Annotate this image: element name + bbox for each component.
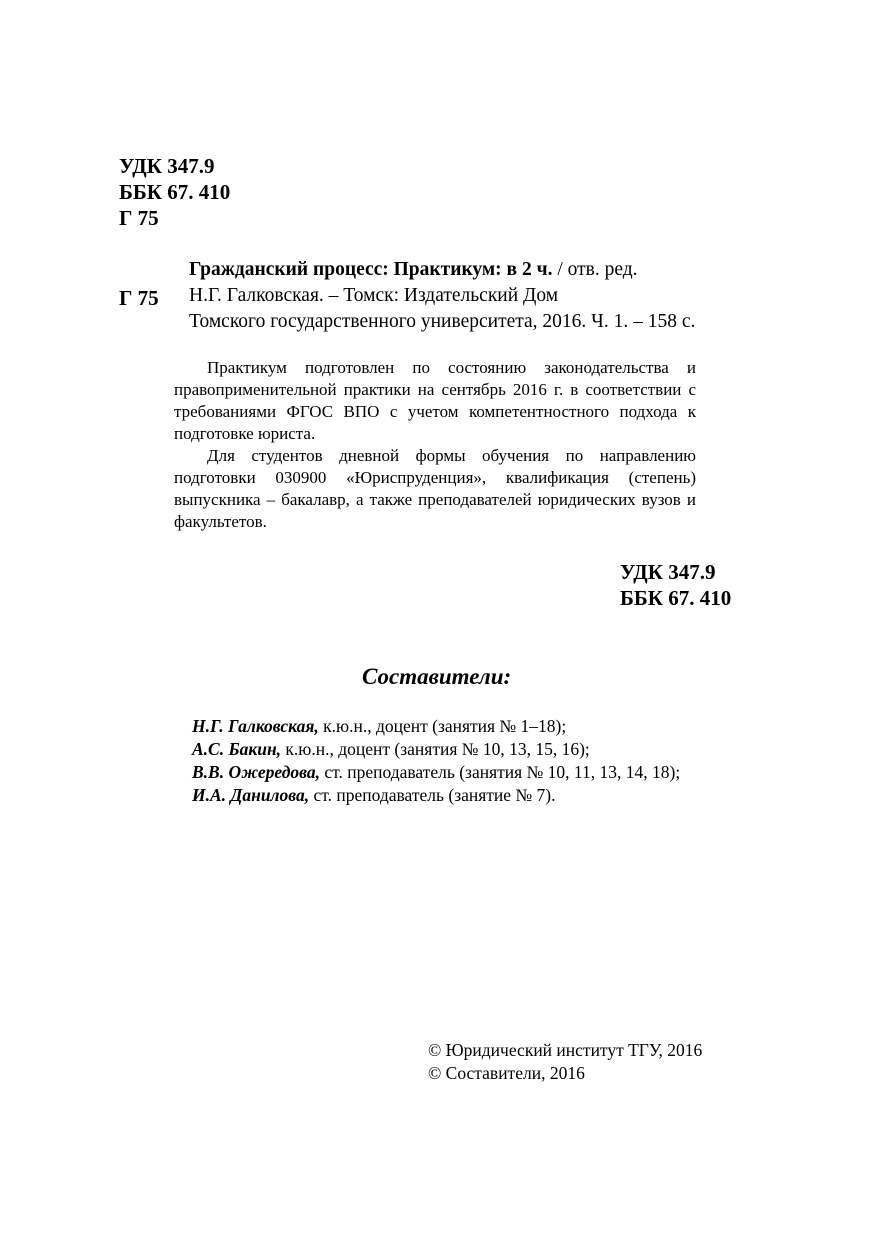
compiler-item: [192, 784, 555, 807]
bibliographic-line-1-rest: / отв. ред.: [552, 259, 638, 280]
udk-code-bottom: УДК 347.9: [620, 560, 716, 584]
compiler-item: [192, 715, 566, 738]
bbk-code-bottom: ББК 67. 410: [620, 586, 732, 610]
compiler-item: [192, 761, 680, 784]
bibliographic-line-3: Томского государственного университета, 2016. Ч. 1. – 158 с.: [189, 311, 696, 332]
compiler-name: А.С. Бакин,: [192, 739, 282, 759]
copyright-line-2: © Составители, 2016: [428, 1063, 585, 1083]
bbk-code-top: ББК 67. 410: [119, 180, 231, 204]
udk-code-top: УДК 347.9: [119, 154, 215, 178]
compiler-name: Н.Г. Галковская,: [192, 716, 319, 736]
compiler-item: [192, 738, 590, 761]
author-mark-side: Г 75: [119, 286, 159, 310]
author-mark-top: Г 75: [119, 206, 159, 230]
copyright-line-1: © Юридический институт ТГУ, 2016: [428, 1040, 703, 1060]
compiler-name: И.А. Данилова,: [192, 785, 310, 805]
compilers-heading: Составители:: [362, 664, 512, 689]
annotation: [174, 357, 696, 533]
annotation-paragraph-1: Практикум подготовлен по состоянию законодательства и правоприменительной практики на сентябрь 2016 г. в соответствии с требованиями ФГОС ВПО с учетом компетентностного подхода к подготовке юриста.: [174, 358, 696, 443]
compiler-desc: к.ю.н., доцент (занятия № 10, 13, 15, 16);: [281, 739, 590, 759]
compiler-name: В.В. Ожередова,: [192, 762, 320, 782]
book-title: Гражданский процесс: Практикум: в 2 ч.: [189, 259, 553, 280]
bibliographic-line-1: [189, 257, 638, 283]
bibliographic-line-2: Н.Г. Галковская. – Томск: Издательский Дом: [189, 285, 559, 306]
compiler-desc: к.ю.н., доцент (занятия № 1–18);: [318, 716, 567, 736]
compiler-desc: ст. преподаватель (занятия № 10, 11, 13, 14, 18);: [319, 762, 681, 782]
annotation-paragraph-2: Для студентов дневной формы обучения по направлению подготовки 030900 «Юриспруденция», квалификация (степень) выпускника – бакалавр, а также преподавателей юридических вузов и факультетов.: [174, 446, 696, 531]
compiler-desc: ст. преподаватель (занятие № 7).: [309, 785, 556, 805]
